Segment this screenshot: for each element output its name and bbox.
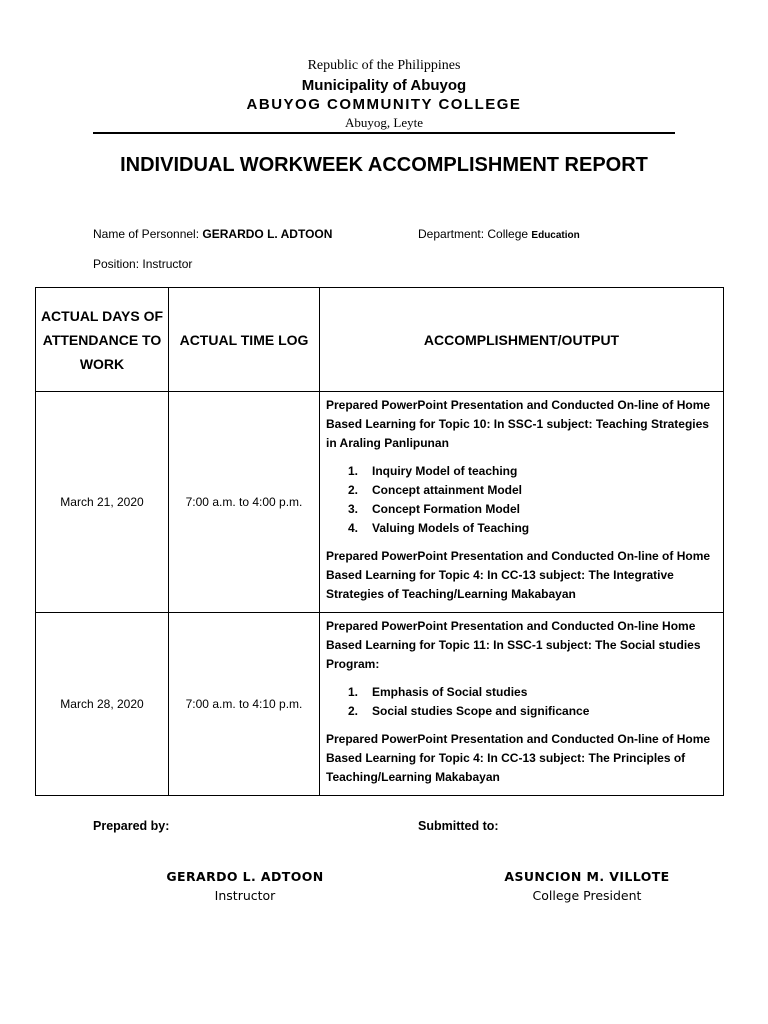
output-list xyxy=(326,683,717,721)
row-time: 7:00 a.m. to 4:10 p.m. xyxy=(169,613,320,796)
list-item: 2. Social studies Scope and significance xyxy=(348,704,590,718)
personnel-name-line xyxy=(93,227,332,241)
report-title: INDIVIDUAL WORKWEEK ACCOMPLISHMENT REPORT xyxy=(120,154,648,176)
department-label: Department: xyxy=(418,227,485,241)
list-item: 2. Concept attainment Model xyxy=(348,483,523,497)
personnel-name-value: GERARDO L. ADTOON xyxy=(202,227,333,241)
preparer-name: GERARDO L. ADTOON xyxy=(166,869,324,884)
table-header-row xyxy=(36,288,724,392)
header-output: ACCOMPLISHMENT/OUTPUT xyxy=(320,288,724,392)
list-item: 1. Emphasis of Social studies xyxy=(348,685,528,699)
department-value: College xyxy=(487,227,529,241)
town-heading: Abuyog, Leyte xyxy=(345,115,423,130)
list-item: 3. Concept Formation Model xyxy=(348,502,520,516)
header-time-log: ACTUAL TIME LOG xyxy=(169,288,320,392)
personnel-name-label: Name of Personnel: xyxy=(93,227,200,241)
output-paragraph: Prepared PowerPoint Presentation and Conducted On-line Home Based Learning for Topic 11: In SSC-1 subject: The Social studies Program: xyxy=(326,619,701,671)
table-row xyxy=(36,613,724,796)
row-date: March 28, 2020 xyxy=(36,613,169,796)
list-item: 4. Valuing Models of Teaching xyxy=(348,521,530,535)
row-date: March 21, 2020 xyxy=(36,392,169,613)
municipality-heading: Municipality of Abuyog xyxy=(301,77,467,94)
header-divider xyxy=(93,132,675,134)
row-output xyxy=(320,392,724,613)
department-value-small: Education xyxy=(531,230,580,241)
receiver-role: College President xyxy=(532,888,642,903)
receiver-name: ASUNCION M. VILLOTE xyxy=(504,869,670,884)
republic-heading: Republic of the Philippines xyxy=(307,58,461,73)
prepared-by-label: Prepared by: xyxy=(93,819,170,833)
output-paragraph: Prepared PowerPoint Presentation and Conducted On-line of Home Based Learning for Topic 10: In SSC-1 subject: Teaching Strategies in Araling Panlipunan xyxy=(326,398,711,450)
row-output xyxy=(320,613,724,796)
department-line xyxy=(418,227,580,241)
college-heading: ABUYOG COMMUNITY COLLEGE xyxy=(246,96,522,113)
table-row xyxy=(36,392,724,613)
output-paragraph: Prepared PowerPoint Presentation and Conducted On-line of Home Based Learning for Topic 4: In CC-13 subject: The Integrative Strategies of Teaching/Learning Makabayan xyxy=(326,549,711,601)
submitted-to-label: Submitted to: xyxy=(418,819,499,833)
output-paragraph: Prepared PowerPoint Presentation and Conducted On-line of Home Based Learning for Topic 4: In CC-13 subject: The Principles of Teaching/Learning Makabayan xyxy=(326,732,711,784)
preparer-role: Instructor xyxy=(214,888,276,903)
header-days: ACTUAL DAYS OF ATTENDANCE TO WORK xyxy=(36,288,169,392)
row-time: 7:00 a.m. to 4:00 p.m. xyxy=(169,392,320,613)
accomplishment-table xyxy=(35,287,724,796)
position-line xyxy=(93,257,192,271)
output-list xyxy=(326,462,717,538)
position-value: Instructor xyxy=(142,257,193,271)
position-label: Position: xyxy=(93,257,140,271)
list-item: 1. Inquiry Model of teaching xyxy=(348,464,518,478)
